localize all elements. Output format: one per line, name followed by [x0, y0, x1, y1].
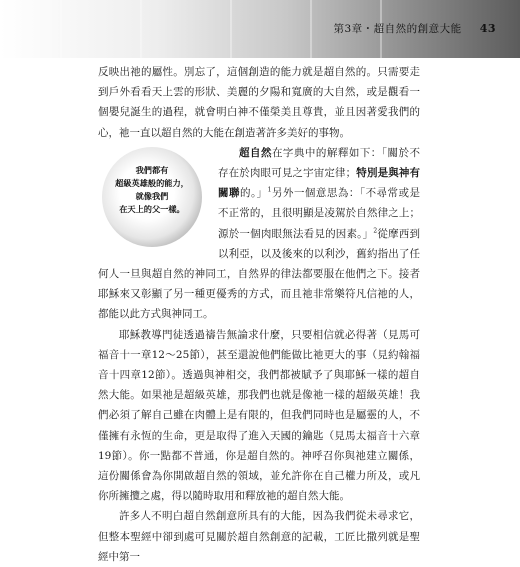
chapter-title: 第3章・超自然的創意大能: [333, 23, 462, 35]
pull-quote: [98, 147, 206, 249]
header-band: [0, 0, 520, 58]
paragraph-4: 許多人不明白超自然創意所具有的大能，因為我們從未尋求它，但整本聖經中卻到處可見關於超自然創意的記載，工匠比撒列就是聖經中第一: [98, 510, 420, 563]
paragraph-1: 反映出祂的屬性。別忘了，這個創造的能力就是超自然的。只需要走到戶外看看天上雲的形狀、美麗的夕陽和寬廣的大自然，或是觀看一個嬰兒誕生的過程，就會明白神不僅榮美且尊貴，並且因著愛我們的心，祂一直以超自然的大能在創造著許多美好的事物。: [98, 66, 420, 139]
running-header: [334, 21, 497, 36]
page-number: 43: [479, 22, 496, 35]
paragraph-2: 超自然在字典中的解釋如下：「關於不存在於肉眼可見之宇宙定律；特別是與神有關聯的。」$^1$另外一個意思為：「不尋常或是不正常的，且很明顯是凌駕於自然律之上；源於一個肉眼無法看見的因素。」$^2$從摩西到以利亞，以及後來的以利沙，舊約指出了任何人一旦與超自然的神同工，自然界的律法都要服在他們之下。接者耶穌來又彰顯了另一種更優秀的方式，而且祂非常樂符凡信祂的人，都能以此方式與神同工。: [98, 146, 421, 321]
pull-quote-text: 我們都有 超級英雄般的能力， 就像我們 在天上的父一樣。: [115, 164, 189, 214]
paragraph-3: 耶穌教導門徒透過禱告無論求什麼，只要相信就必得著（見馬可福音十一章12～25節），甚至還說他們能做比祂更大的事（見約翰福音十四章12節）。透過與神相交，我們都被賦予了與耶穌一樣的超自然大能。如果祂是超級英雄，那我們也就是像祂一樣的超級英雄！我們必須了解自己雖在肉體上是有限的，但我們同時也是屬靈的人，不僅擁有永恆的生命，更是取得了進入天國的鑰匙（見馬太福音十六章19節）。你一點都不普通，你是超自然的。神呼召你與祂建立關係，這份關係會為你開啟超自然的領域，並允許你在自己權力所及，或凡你所擁攬之處，得以隨時取用和釋放祂的超自然大能。: [98, 328, 420, 503]
pullquote-section: [98, 143, 420, 325]
body-text: [98, 62, 420, 567]
